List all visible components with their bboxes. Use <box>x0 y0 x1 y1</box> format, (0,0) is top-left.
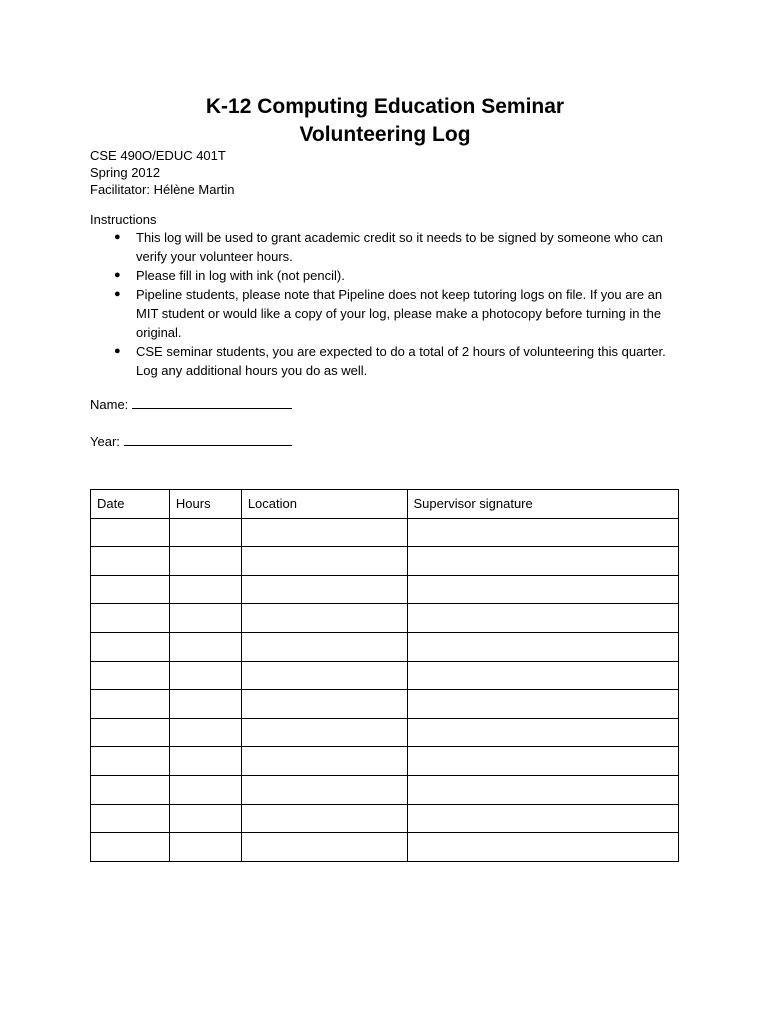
list-item <box>112 266 682 285</box>
table-cell[interactable] <box>91 518 170 547</box>
table-row <box>91 604 679 633</box>
table-cell[interactable] <box>241 718 407 747</box>
table-cell[interactable] <box>241 833 407 862</box>
table-cell[interactable] <box>169 833 241 862</box>
table-cell[interactable] <box>407 833 678 862</box>
table-cell[interactable] <box>407 718 678 747</box>
table-row <box>91 775 679 804</box>
table-cell[interactable] <box>241 632 407 661</box>
header-hours: Hours <box>169 490 241 519</box>
year-field <box>90 433 292 450</box>
table-row <box>91 833 679 862</box>
table-cell[interactable] <box>169 747 241 776</box>
table-cell[interactable] <box>169 661 241 690</box>
table-cell[interactable] <box>407 690 678 719</box>
table-cell[interactable] <box>169 604 241 633</box>
bullet-icon: ● <box>114 231 121 243</box>
table-cell[interactable] <box>241 547 407 576</box>
table-cell[interactable] <box>91 775 170 804</box>
list-item <box>112 228 682 266</box>
table-cell[interactable] <box>407 775 678 804</box>
table-row <box>91 632 679 661</box>
table-cell[interactable] <box>169 718 241 747</box>
table-cell[interactable] <box>407 747 678 776</box>
instruction-text: CSE seminar students, you are expected to do a total of 2 hours of volunteering this quarter. Log any additional hours you do as well. <box>136 344 666 378</box>
table-row <box>91 690 679 719</box>
title-line-1: K-12 Computing Education Seminar <box>205 95 565 118</box>
year-label: Year: <box>90 434 120 449</box>
table-cell[interactable] <box>91 833 170 862</box>
table-cell[interactable] <box>407 632 678 661</box>
table-row <box>91 547 679 576</box>
table-cell[interactable] <box>91 718 170 747</box>
instructions-heading: Instructions <box>90 212 157 227</box>
table-cell[interactable] <box>91 690 170 719</box>
table-cell[interactable] <box>407 518 678 547</box>
table-cell[interactable] <box>91 604 170 633</box>
table-cell[interactable] <box>169 775 241 804</box>
instruction-text: Please fill in log with ink (not pencil). <box>136 268 345 283</box>
name-label: Name: <box>90 397 129 412</box>
name-blank[interactable] <box>132 396 292 409</box>
table-cell[interactable] <box>91 747 170 776</box>
table-row <box>91 661 679 690</box>
table-cell[interactable] <box>169 804 241 833</box>
header-location: Location <box>241 490 407 519</box>
table-cell[interactable] <box>241 575 407 604</box>
year-blank[interactable] <box>124 433 292 446</box>
bullet-icon: ● <box>114 269 121 281</box>
table-row <box>91 575 679 604</box>
table-cell[interactable] <box>407 547 678 576</box>
table-cell[interactable] <box>241 604 407 633</box>
header-date: Date <box>91 490 170 519</box>
table-cell[interactable] <box>407 604 678 633</box>
table-cell[interactable] <box>407 575 678 604</box>
table-cell[interactable] <box>241 690 407 719</box>
table-cell[interactable] <box>241 804 407 833</box>
table-cell[interactable] <box>169 547 241 576</box>
table-cell[interactable] <box>91 547 170 576</box>
list-item <box>112 342 682 380</box>
table-cell[interactable] <box>241 661 407 690</box>
table-cell[interactable] <box>407 804 678 833</box>
table-row <box>91 518 679 547</box>
table-row <box>91 804 679 833</box>
bullet-icon: ● <box>114 345 121 357</box>
table-header-row <box>91 490 679 519</box>
table-cell[interactable] <box>91 661 170 690</box>
list-item <box>112 285 682 342</box>
table-cell[interactable] <box>91 575 170 604</box>
volunteer-log-table <box>90 489 679 862</box>
table-cell[interactable] <box>91 804 170 833</box>
facilitator: Facilitator: Hélène Martin <box>90 182 235 197</box>
table-body <box>91 518 679 861</box>
bullet-icon: ● <box>114 288 121 300</box>
table-row <box>91 747 679 776</box>
table-cell[interactable] <box>169 575 241 604</box>
table-cell[interactable] <box>407 661 678 690</box>
header-supervisor-signature: Supervisor signature <box>407 490 678 519</box>
document-title <box>0 93 770 149</box>
table-cell[interactable] <box>241 747 407 776</box>
table-cell[interactable] <box>91 632 170 661</box>
table-cell[interactable] <box>241 775 407 804</box>
table-cell[interactable] <box>169 690 241 719</box>
course-code: CSE 490O/EDUC 401T <box>90 148 226 163</box>
course-term: Spring 2012 <box>90 165 161 180</box>
table-cell[interactable] <box>169 518 241 547</box>
course-info <box>90 147 235 198</box>
table-cell[interactable] <box>241 518 407 547</box>
instruction-text: Pipeline students, please note that Pipeline does not keep tutoring logs on file. If you are an MIT student or would like a copy of your log, please make a photocopy before turning in the original. <box>136 287 663 340</box>
name-field <box>90 396 292 413</box>
instruction-text: This log will be used to grant academic credit so it needs to be signed by someone who can verify your volunteer hours. <box>136 230 663 264</box>
title-line-2: Volunteering Log <box>299 123 471 146</box>
table-row <box>91 718 679 747</box>
table-cell[interactable] <box>169 632 241 661</box>
instructions-list <box>112 228 682 380</box>
